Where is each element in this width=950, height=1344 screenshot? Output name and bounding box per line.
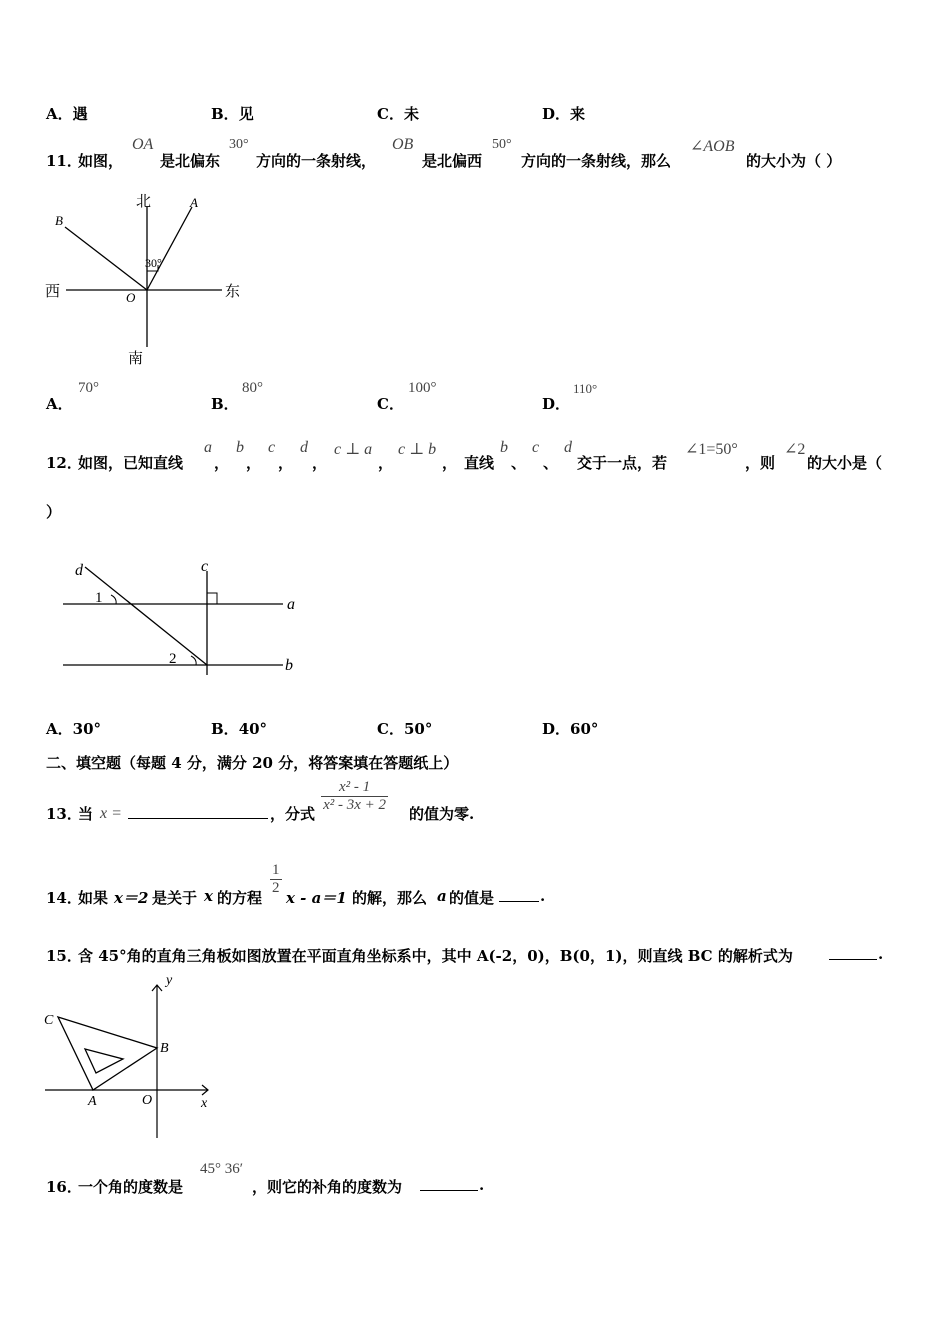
q13-text-3: 的值为零. — [409, 805, 475, 823]
option-text: 来 — [570, 105, 586, 123]
q16-text-2: ，则它的补角的度数为 — [252, 1178, 403, 1196]
q12-sep: 、 — [511, 454, 527, 472]
fraction-denominator: x² - 3x + 2 — [323, 797, 387, 813]
q11-option-a-value: 70° — [78, 380, 99, 396]
q12-text-4: ，则 — [745, 454, 776, 472]
q11-math-oa: OA — [132, 136, 154, 153]
q15-coordinate-figure — [40, 970, 230, 1140]
option-text: 见 — [238, 105, 254, 123]
angle-2-arc — [191, 656, 196, 665]
q13-fraction — [321, 779, 388, 814]
fraction — [321, 779, 388, 814]
q11-option-d-letter: D． — [542, 395, 571, 413]
section-2-title: 二、填空题（每题 4 分，满分 20 分，将答案填在答题纸上） — [46, 754, 459, 772]
q11-option-b-value: 80° — [242, 380, 263, 396]
q10-option-a — [46, 103, 88, 124]
q13-answer-blank — [128, 806, 268, 819]
q15-number: 15． — [46, 947, 82, 965]
q12-text-1: 如图，已知直线 — [78, 454, 184, 472]
point-c-label: C — [44, 1013, 54, 1028]
south-label: 南 — [128, 351, 144, 367]
q11-text-2: 是北偏东 — [160, 152, 221, 170]
option-text: 40° — [238, 720, 268, 738]
q15-answer-blank — [829, 947, 877, 960]
label-2: 2 — [169, 651, 177, 667]
q14-text-4: 的解，那么 — [352, 889, 428, 907]
q12-text-2: 直线 — [464, 454, 495, 472]
q12-lines-figure — [55, 555, 315, 680]
q12-math-b: b — [236, 439, 244, 456]
q14-answer-blank — [499, 889, 539, 902]
option-letter: D． — [542, 720, 571, 738]
line-d — [85, 567, 207, 665]
point-o-label: O — [126, 290, 136, 305]
option-letter: C． — [377, 720, 404, 738]
option-letter: C． — [377, 105, 404, 123]
label-a: a — [287, 596, 295, 613]
west-label: 西 — [45, 284, 61, 300]
q10-option-c — [377, 103, 419, 124]
east-label: 东 — [225, 284, 241, 300]
q14-end: . — [540, 887, 546, 905]
point-a-label: A — [190, 195, 198, 210]
q11-math-ob: OB — [392, 136, 414, 153]
q11-text-6: 的大小为（ ） — [746, 152, 842, 170]
q12-math-d: d — [300, 439, 308, 456]
option-letter: A． — [46, 720, 73, 738]
q11-compass-figure — [40, 185, 255, 370]
q14-eq-2: x - a＝1 — [286, 889, 347, 907]
q14-eq-1: x＝2 — [114, 889, 149, 907]
q11-option-c-value: 100° — [408, 380, 437, 396]
q14-text-5: 的值是 — [449, 889, 495, 907]
q14-text-1: 如果 — [78, 889, 109, 907]
q15-end: . — [878, 945, 884, 963]
q11-text-1: 如图， — [78, 152, 124, 170]
option-letter: B． — [211, 720, 239, 738]
q11-math-50: 50° — [492, 137, 512, 152]
q12-comma: ， — [246, 454, 262, 472]
q11-option-b-letter: B． — [211, 395, 239, 413]
q14-fraction — [270, 862, 282, 897]
q12-text-6: ） — [46, 503, 62, 521]
q12-option-b — [211, 718, 267, 739]
option-text: 未 — [403, 105, 419, 123]
q13-text-1: 当 — [78, 805, 94, 823]
q11-text-5: 方向的一条射线，那么 — [521, 152, 672, 170]
triangle-ruler-outer — [58, 1017, 157, 1090]
angle-30-label: 30° — [145, 256, 162, 270]
q10-option-b — [211, 103, 254, 124]
option-text: 50° — [403, 720, 433, 738]
q12-math-angle1: ∠1=50° — [685, 441, 738, 458]
point-a-label: A — [88, 1094, 97, 1109]
option-text: 30° — [72, 720, 102, 738]
label-b: b — [285, 657, 293, 674]
q12-text-5: 的大小是（ — [807, 454, 883, 472]
ray-oa — [147, 207, 192, 290]
q12-math-c2: c — [532, 439, 540, 456]
option-letter: B． — [211, 105, 239, 123]
q13-math-x: x = — [100, 805, 122, 822]
q12-math-ca: c ⊥ a — [334, 441, 373, 458]
option-letter: D． — [542, 105, 571, 123]
q11-number: 11． — [46, 152, 82, 170]
q11-option-d-value: 110° — [573, 381, 598, 396]
q16-number: 16． — [46, 1178, 82, 1196]
north-label: 北 — [136, 194, 152, 210]
label-d: d — [75, 562, 83, 579]
ray-ob — [65, 227, 147, 290]
q13-number: 13． — [46, 805, 82, 823]
q12-option-d — [542, 718, 598, 739]
origin-label: O — [142, 1093, 153, 1108]
q15-text: 含 45°角的直角三角板如图放置在平面直角坐标系中，其中 A(-2，0)，B(0，1)，则直线 BC 的解析式为 — [78, 947, 793, 965]
q14-text-3: 的方程 — [217, 889, 263, 907]
fraction-denominator: 2 — [272, 880, 280, 896]
q12-comma: ， — [312, 454, 328, 472]
label-c: c — [201, 558, 209, 575]
q11-option-a-letter: A． — [46, 395, 73, 413]
q11-text-4: 是北偏西 — [422, 152, 483, 170]
q13-text-2: ，分式 — [270, 805, 316, 823]
option-text: 60° — [570, 720, 599, 738]
q12-math-c: c — [268, 439, 276, 456]
q12-comma: ， — [278, 454, 294, 472]
angle-1-arc — [111, 595, 116, 604]
q12-math-cb: c ⊥ b — [398, 441, 437, 458]
option-text: 遇 — [72, 105, 88, 123]
q11-math-aob: ∠AOB — [690, 138, 735, 155]
q14-number: 14． — [46, 889, 82, 907]
q16-answer-blank — [420, 1178, 478, 1191]
q16-math-angle: 45° 36′ — [200, 1161, 244, 1177]
q12-comma: ， — [442, 454, 458, 472]
point-b-label: B — [160, 1041, 169, 1056]
triangle-ruler-inner — [85, 1049, 123, 1073]
x-axis-label: x — [201, 1096, 208, 1111]
fraction-numerator: 1 — [272, 862, 280, 878]
q11-option-c-letter: C． — [377, 395, 404, 413]
q16-end: . — [479, 1176, 485, 1194]
label-1: 1 — [95, 590, 103, 606]
q12-math-b2: b — [500, 439, 508, 456]
fraction — [270, 862, 282, 897]
q10-option-d — [542, 103, 585, 124]
q12-math-d2: d — [564, 439, 572, 456]
right-angle-mark — [207, 593, 217, 604]
q12-comma: ， — [378, 454, 394, 472]
q12-option-c — [377, 718, 432, 739]
q14-text-2: 是关于 — [152, 889, 198, 907]
q12-option-a — [46, 718, 101, 739]
q12-comma: ， — [214, 454, 230, 472]
point-b-label: B — [55, 213, 63, 228]
q12-math-angle2: ∠2 — [784, 441, 806, 458]
q11-text-3: 方向的一条射线， — [256, 152, 377, 170]
option-letter: A． — [46, 105, 73, 123]
fraction-numerator: x² - 1 — [321, 779, 388, 797]
q14-var-x: x — [204, 887, 213, 905]
q16-text-1: 一个角的度数是 — [78, 1178, 184, 1196]
y-axis-label: y — [166, 973, 173, 988]
q14-var-a: a — [437, 887, 447, 905]
q12-text-3: 交于一点，若 — [577, 454, 668, 472]
q12-number: 12． — [46, 454, 82, 472]
q12-sep: 、 — [543, 454, 559, 472]
q12-math-a: a — [204, 439, 212, 456]
q11-math-30: 30° — [229, 137, 249, 152]
